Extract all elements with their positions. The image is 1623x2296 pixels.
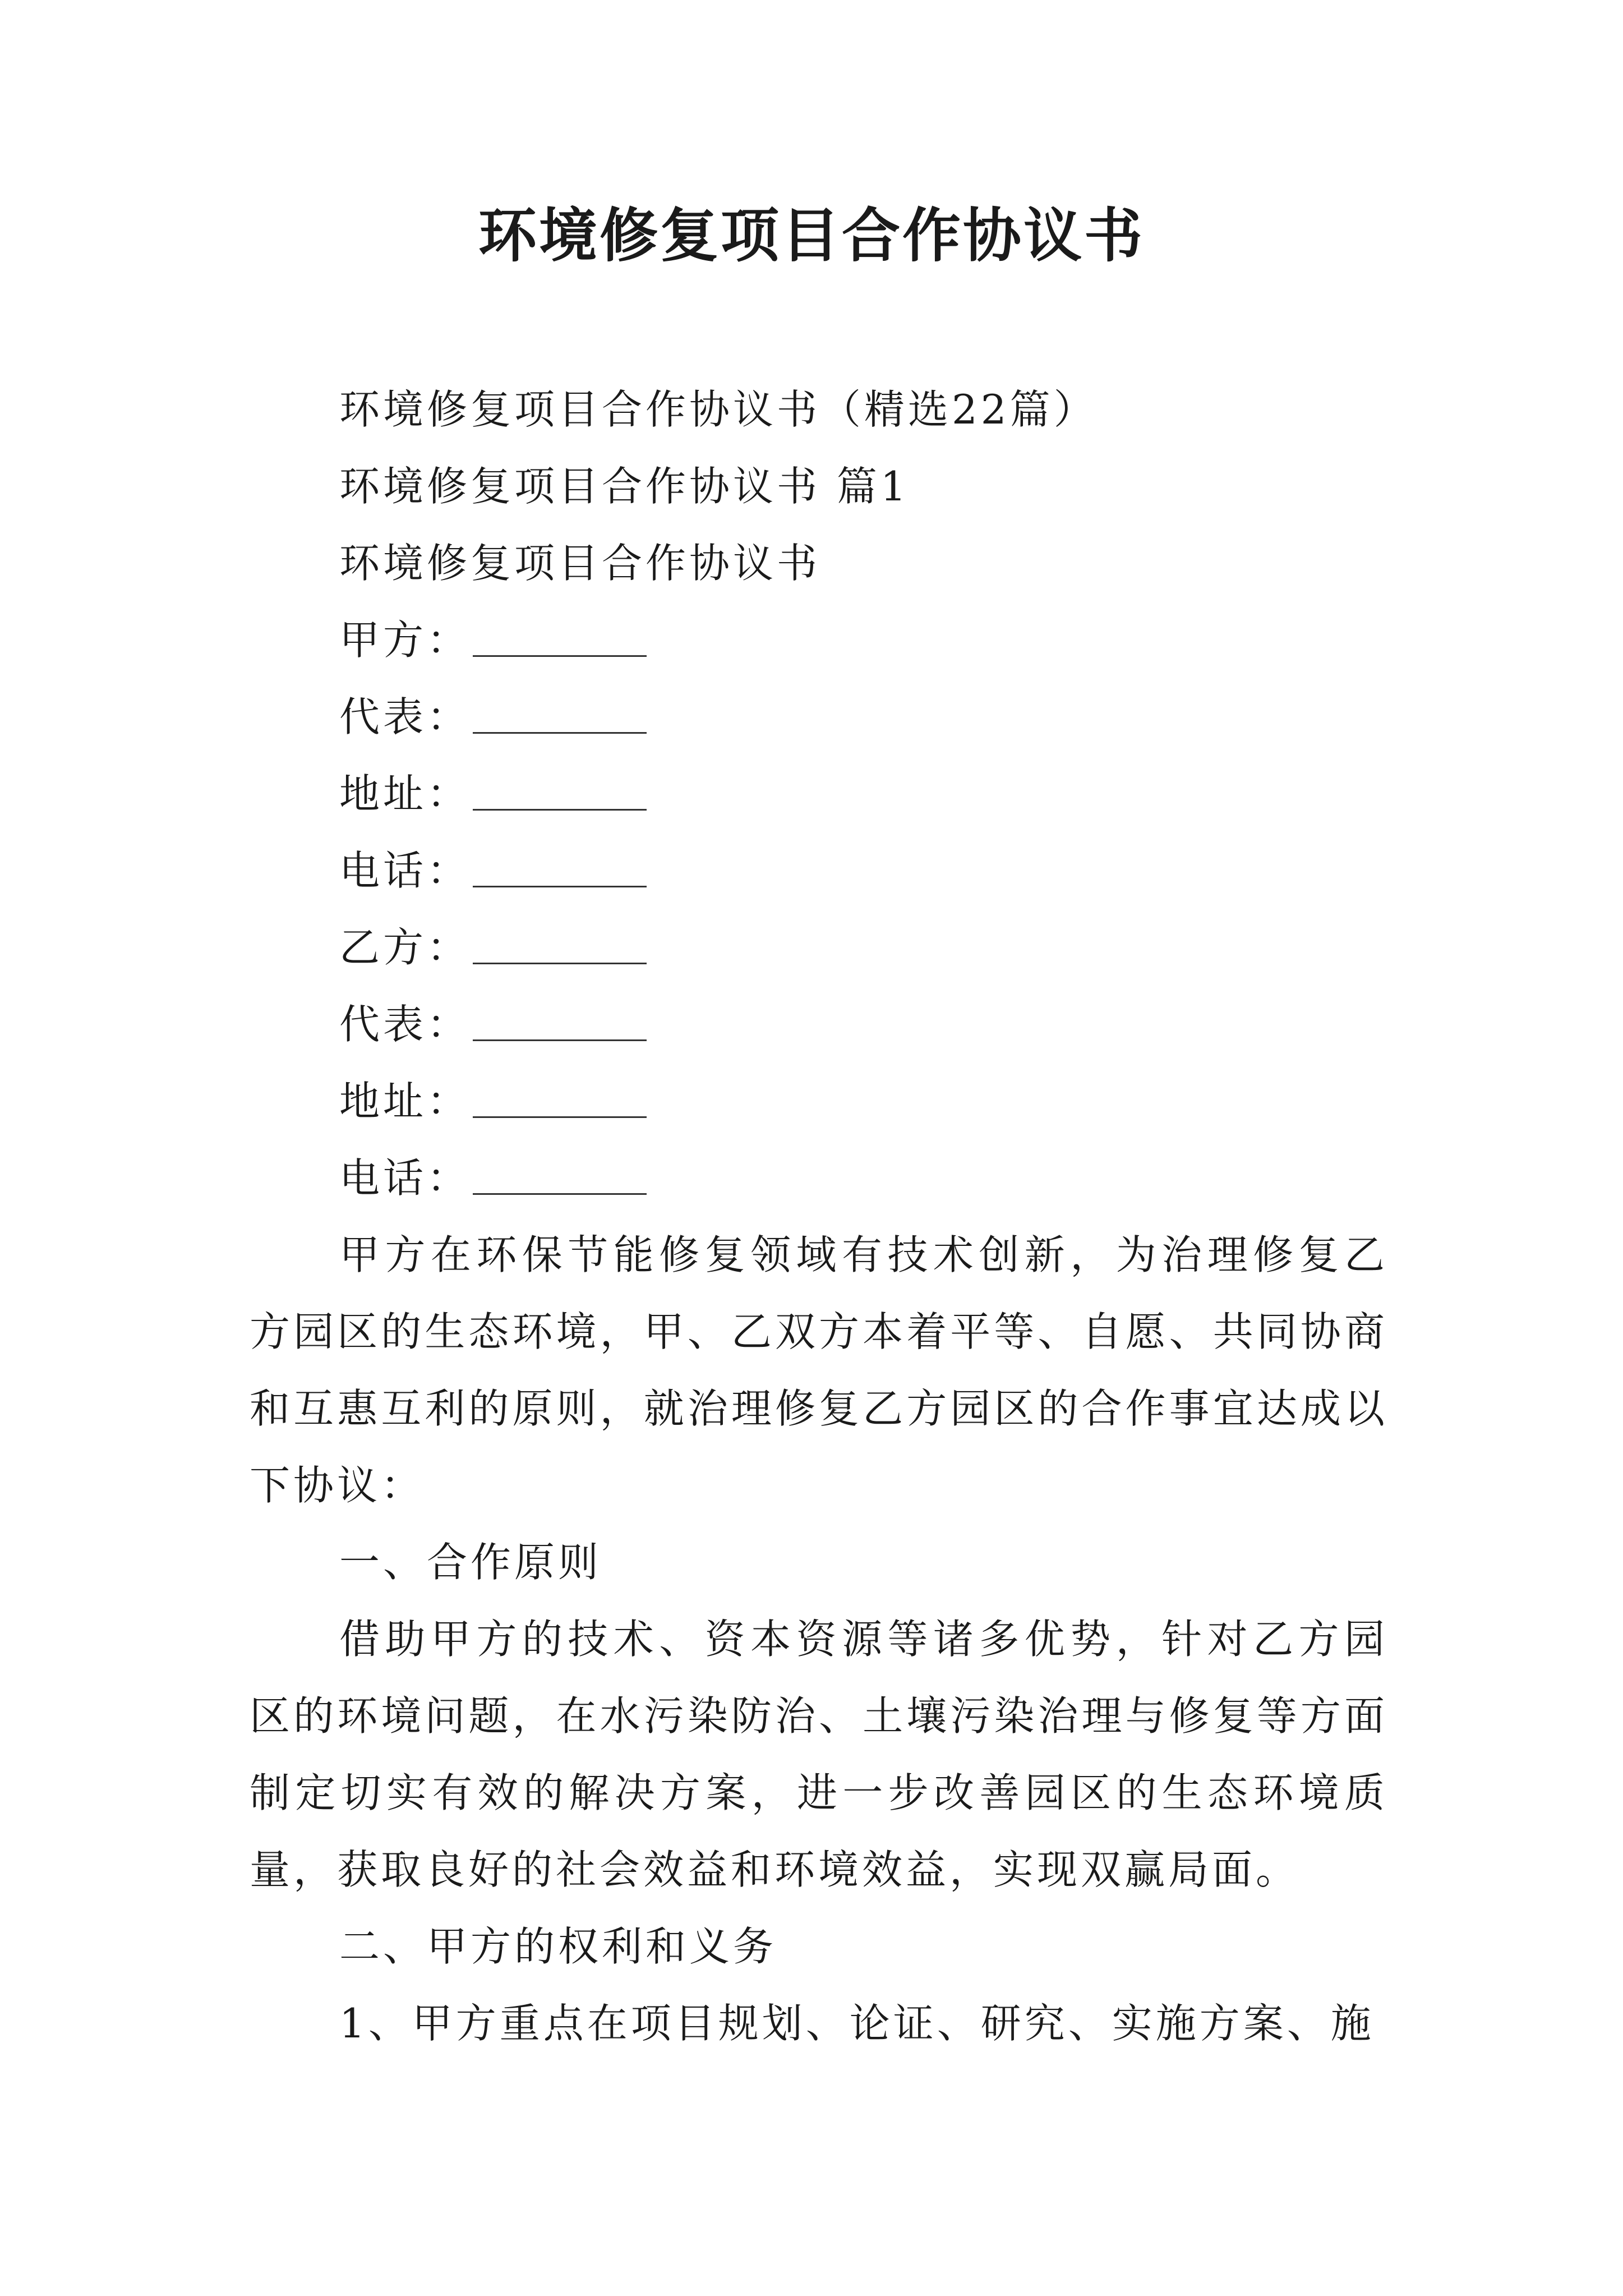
chapter-heading: 环境修复项目合作协议书 篇1: [339, 463, 910, 510]
field-label: 甲方：: [339, 616, 471, 664]
intro-paragraph: 甲方在环保节能修复领域有技术创新，为治理修复乙方园区的生态环境，甲、乙双方本着平等、自愿、共同协商和互惠互利的原则，就治理修复乙方园区的合作事宜达成以下协议：: [250, 1231, 1388, 1509]
party-a-address-field: [250, 756, 1388, 832]
fill-blank: [473, 1166, 647, 1195]
field-label: 代表：: [339, 1001, 471, 1048]
party-b-field: [250, 909, 1388, 986]
fill-blank: [473, 936, 647, 964]
party-a-phone-field: [250, 832, 1388, 909]
field-label: 代表：: [339, 693, 471, 740]
field-label: 电话：: [339, 1154, 471, 1202]
party-a-field: [250, 602, 1388, 679]
party-a-representative-field: [250, 679, 1388, 756]
fill-blank: [473, 705, 647, 734]
section-heading-party-a-rights: 二、甲方的权利和义务: [339, 1923, 777, 1970]
party-b-address-field: [250, 1063, 1388, 1140]
fill-blank: [473, 782, 647, 811]
fill-blank: [473, 628, 647, 657]
party-b-representative-field: [250, 986, 1388, 1063]
document-body: [250, 371, 1388, 2062]
field-label: 电话：: [339, 847, 471, 894]
field-label: 地址：: [339, 770, 471, 817]
cooperation-principles-paragraph: 借助甲方的技术、资本资源等诸多优势，针对乙方园区的环境问题，在水污染防治、土壤污染治理与修复等方面制定切实有效的解决方案，进一步改善园区的生态环境质量，获取良好的社会效益和环境效益，实现双赢局面。: [250, 1616, 1388, 1893]
fill-blank: [473, 1089, 647, 1118]
section-heading-cooperation-principles: 一、合作原则: [339, 1539, 602, 1586]
field-label: 乙方：: [339, 924, 471, 971]
party-b-phone-field: [250, 1140, 1388, 1217]
collection-heading: 环境修复项目合作协议书（精选22篇）: [339, 386, 1098, 433]
document-title: 环境修复项目合作协议书: [478, 201, 1145, 270]
fill-blank: [473, 859, 647, 887]
fill-blank: [473, 1013, 647, 1041]
field-label: 地址：: [339, 1078, 471, 1125]
party-a-rights-item-1: 1、甲方重点在项目规划、论证、研究、实施方案、施: [339, 2000, 1375, 2047]
agreement-heading: 环境修复项目合作协议书: [339, 540, 821, 587]
